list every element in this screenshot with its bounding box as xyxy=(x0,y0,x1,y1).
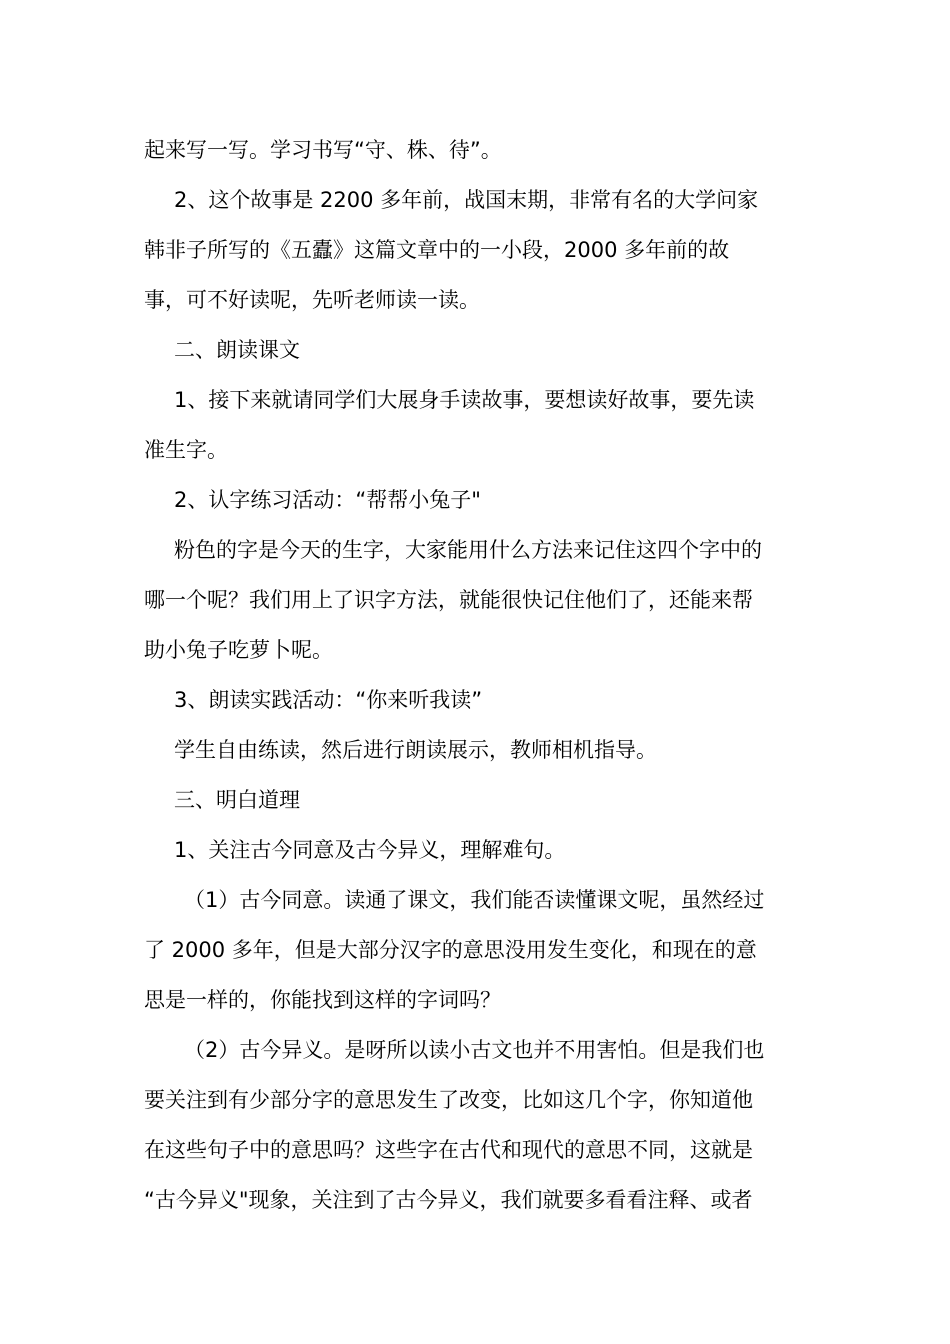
text-line: 事，可不好读呢，先听老师读一读。 xyxy=(144,288,480,312)
text-line: （2）古今异义。是呀所以读小古文也并不用害怕。但是我们也 xyxy=(184,1038,765,1062)
text-line: “古今异义"现象，关注到了古今异义，我们就要多看看注释、或者 xyxy=(144,1188,753,1212)
text-line: 起来写一写。学习书写“守、株、待”。 xyxy=(144,138,502,162)
text-line: 哪一个呢？我们用上了识字方法，就能很快记住他们了，还能来帮 xyxy=(144,588,753,612)
text-line: 3、朗读实践活动：“你来听我读” xyxy=(174,688,483,712)
section-heading: 三、明白道理 xyxy=(174,788,300,812)
text-line: 2、这个故事是 2200 多年前，战国末期，非常有名的大学问家 xyxy=(174,188,759,212)
text-line: 准生字。 xyxy=(144,438,228,462)
text-line: 学生自由练读，然后进行朗读展示，教师相机指导。 xyxy=(174,738,657,762)
text-line: 1、接下来就请同学们大展身手读故事，要想读好故事，要先读 xyxy=(174,388,755,412)
section-heading: 二、朗读课文 xyxy=(174,338,300,362)
text-line: 思是一样的，你能找到这样的字词吗？ xyxy=(144,988,501,1012)
text-line: 2、认字练习活动：“帮帮小兔子" xyxy=(174,488,481,512)
text-line: 粉色的字是今天的生字，大家能用什么方法来记住这四个字中的 xyxy=(174,538,762,562)
text-line: 助小兔子吃萝卜呢。 xyxy=(144,638,333,662)
document-body xyxy=(144,125,808,1225)
text-line: 韩非子所写的《五蠹》这篇文章中的一小段，2000 多年前的故 xyxy=(144,238,730,262)
text-line: 要关注到有少部分字的意思发生了改变，比如这几个字，你知道他 xyxy=(144,1088,753,1112)
text-line: 在这些句子中的意思吗？这些字在古代和现代的意思不同，这就是 xyxy=(144,1138,753,1162)
text-line: 1、关注古今同意及古今异义，理解难句。 xyxy=(174,838,566,862)
text-line: 了 2000 多年，但是大部分汉字的意思没用发生变化，和现在的意 xyxy=(144,938,757,962)
text-line: （1）古今同意。读通了课文，我们能否读懂课文呢，虽然经过 xyxy=(184,888,765,912)
